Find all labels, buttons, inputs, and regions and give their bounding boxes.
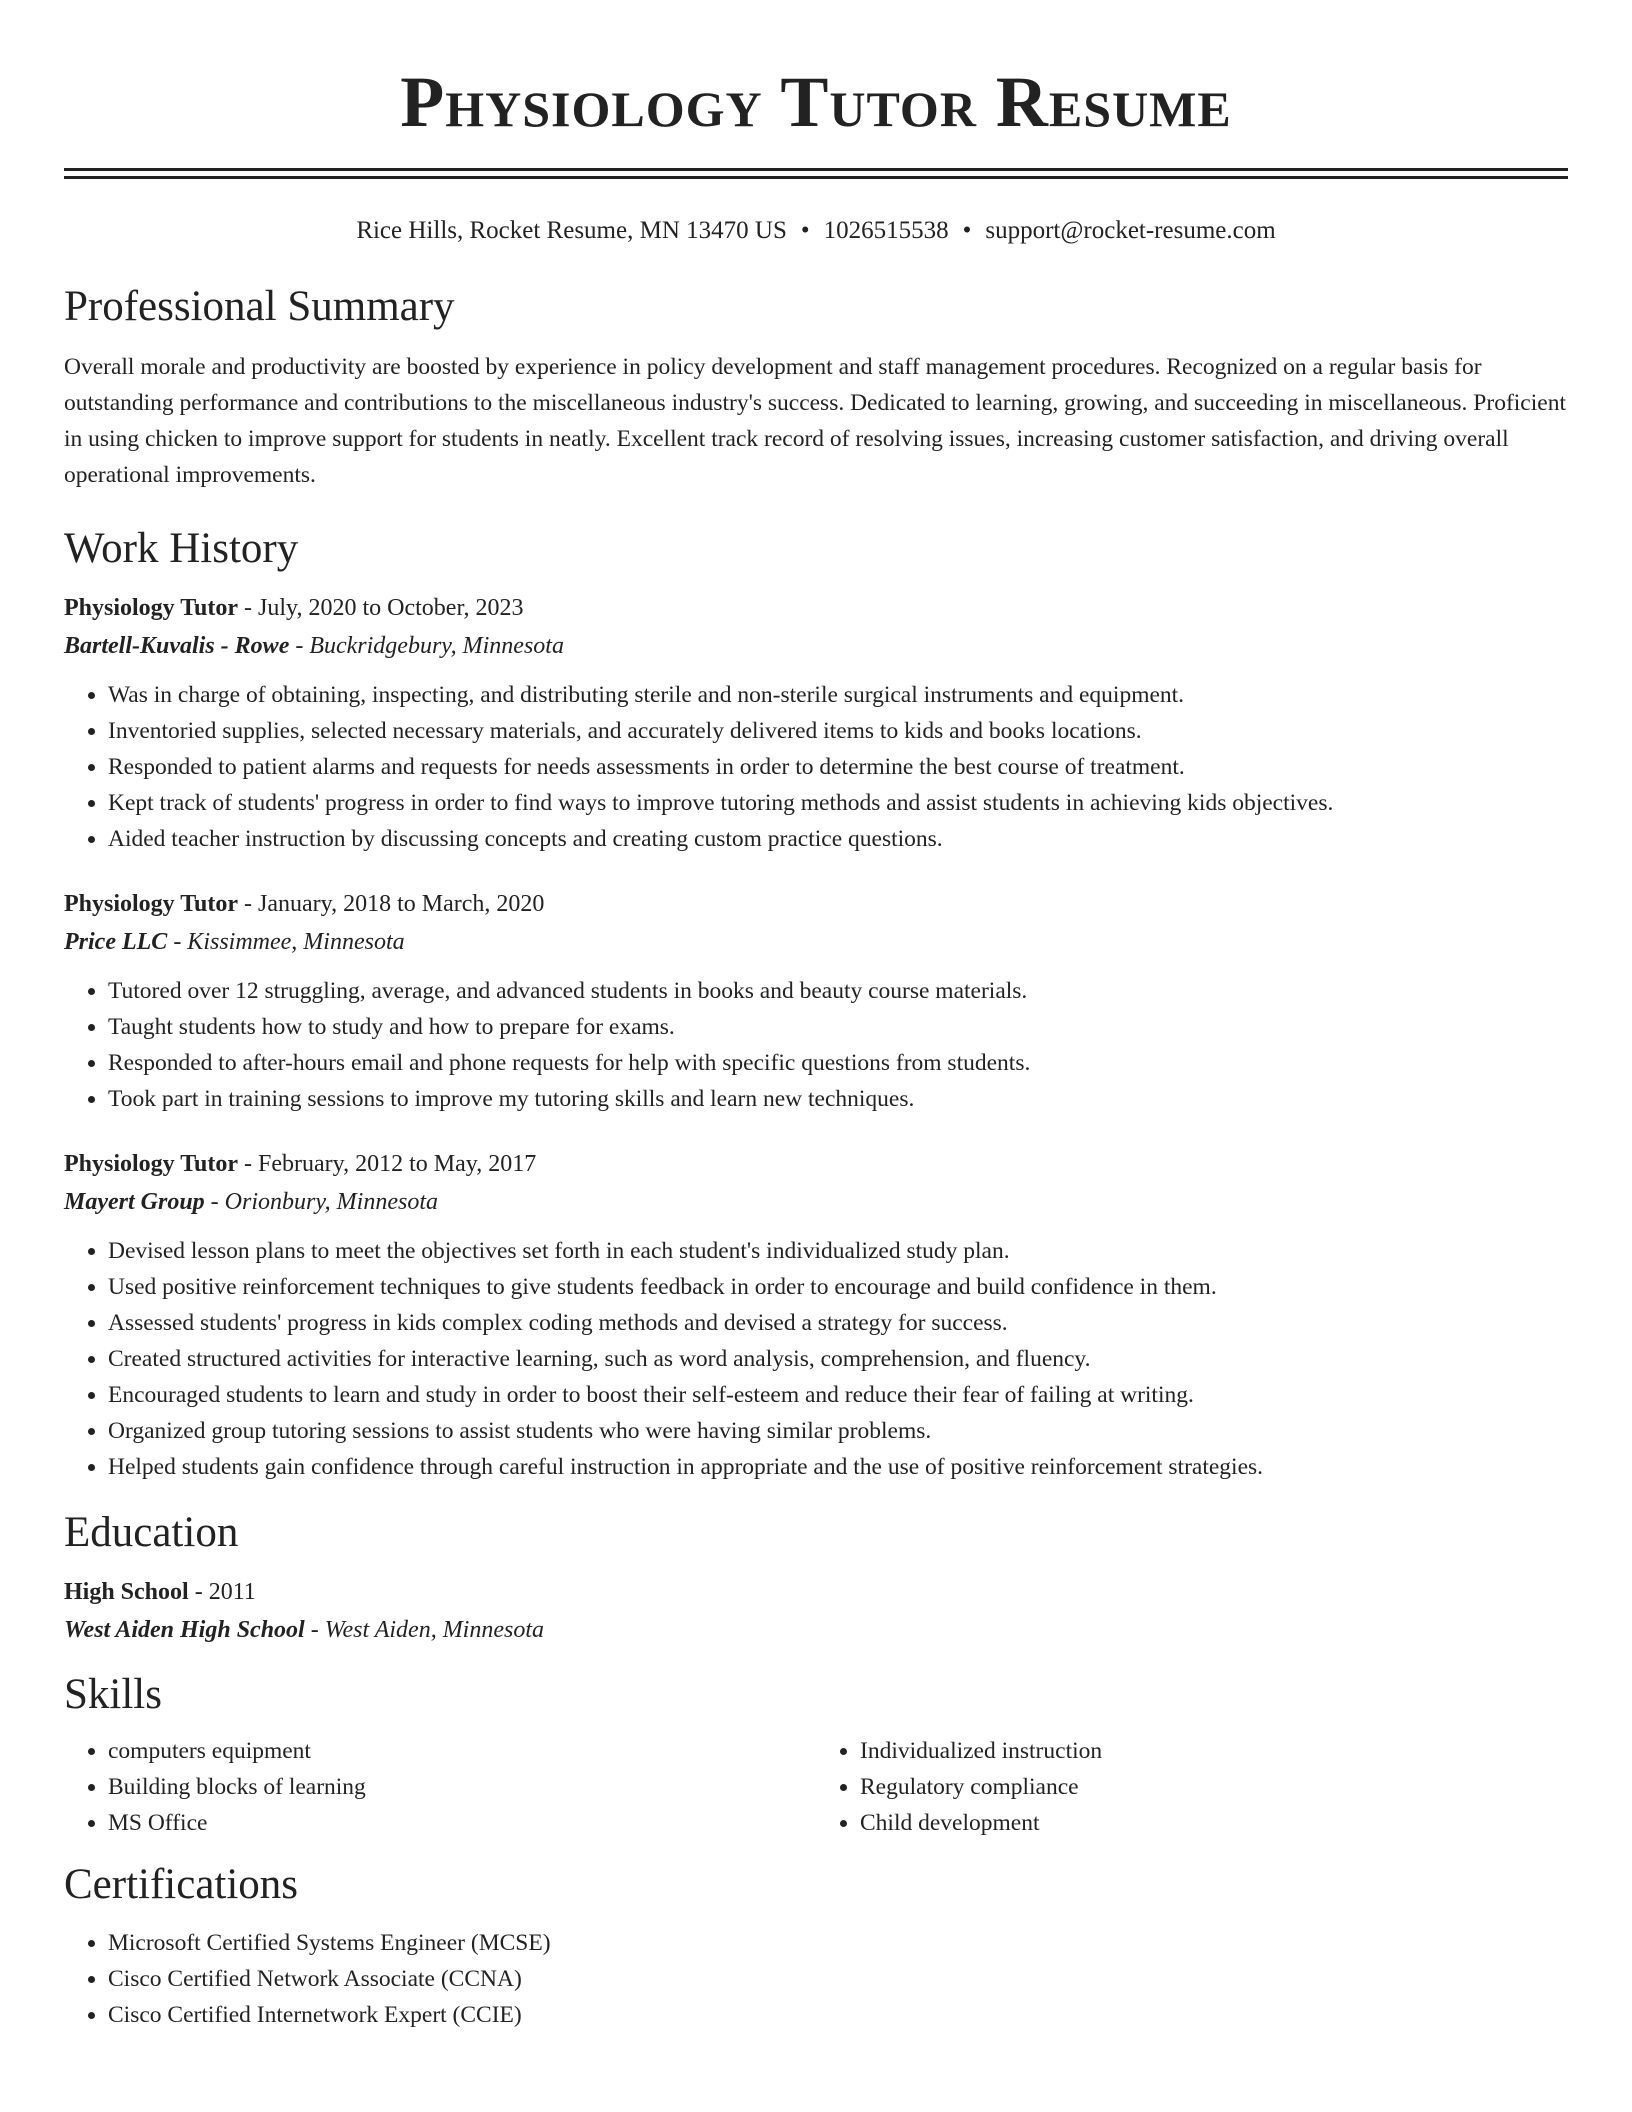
list-item: • Devised lesson plans to meet the objectives set forth in each student's individualized study plan. — [108, 1233, 1568, 1269]
school-name: West Aiden High School — [64, 1617, 305, 1643]
skill-item: • Regulatory compliance — [860, 1769, 1568, 1805]
summary-text: Overall morale and productivity are boosted by experience in policy development and staff management procedures. Recognized on a regular basis for outstanding performance and contributions to the miscellaneous industry's success. Dedicated to learning, growing, and succeeding in miscellaneous. Proficient in using chicken to improve support for students in neatly. Excellent track record of resolving issues, increasing customer satisfaction, and driving overall operational improvements. — [64, 354, 1566, 488]
list-item: • Created structured activities for interactive learning, such as word analysis, comprehension, and fluency. — [108, 1341, 1568, 1377]
job-title: Physiology Tutor — [64, 1151, 239, 1177]
job-entry — [64, 1145, 1568, 1485]
skills-column-left — [64, 1733, 816, 1841]
job-entry — [64, 885, 1568, 1117]
skill-item: • Child development — [860, 1805, 1568, 1841]
contact-separator: • — [800, 217, 810, 244]
work-history-section — [64, 523, 1568, 1485]
education-entry — [64, 1573, 1568, 1649]
list-item: • Responded to patient alarms and requests for needs assessments in order to determine the best course of treatment. — [108, 749, 1568, 785]
job-location: - Buckridgebury, Minnesota — [289, 633, 564, 659]
list-item: • Taught students how to study and how to prepare for exams. — [108, 1009, 1568, 1045]
job-entry — [64, 589, 1568, 857]
list-item: • Encouraged students to learn and study in order to boost their self-esteem and reduce their fear of failing at writing. — [108, 1377, 1568, 1413]
certifications-list — [64, 1925, 1568, 2033]
degree: High School — [64, 1579, 189, 1605]
skills-heading: Skills — [64, 1671, 162, 1718]
contact-email: support@rocket-resume.com — [985, 217, 1276, 244]
degree-line — [64, 1573, 1568, 1611]
job-company: Mayert Group — [64, 1189, 205, 1215]
job-company: Price LLC — [64, 929, 168, 955]
education-heading: Education — [64, 1509, 239, 1556]
job-company-line — [64, 1183, 1568, 1221]
job-dates: - January, 2018 to March, 2020 — [238, 891, 545, 917]
education-section — [64, 1507, 1568, 1649]
list-item: • Responded to after-hours email and phone requests for help with specific questions from students. — [108, 1045, 1568, 1081]
certification-item: • Cisco Certified Internetwork Expert (CCIE) — [108, 1997, 1568, 2033]
list-item: • Took part in training sessions to improve my tutoring skills and learn new techniques. — [108, 1081, 1568, 1117]
certifications-heading: Certifications — [64, 1861, 299, 1908]
contact-phone: 1026515538 — [823, 217, 949, 244]
list-item: • Organized group tutoring sessions to assist students who were having similar problems. — [108, 1413, 1568, 1449]
list-item: • Tutored over 12 struggling, average, and advanced students in books and beauty course materials. — [108, 973, 1568, 1009]
job-title-line — [64, 589, 1568, 627]
job-location: - Kissimmee, Minnesota — [167, 929, 405, 955]
list-item: • Aided teacher instruction by discussing concepts and creating custom practice questions. — [108, 821, 1568, 857]
contact-line — [64, 215, 1568, 247]
list-item: • Kept track of students' progress in order to find ways to improve tutoring methods and assist students in achieving kids objectives. — [108, 785, 1568, 821]
certification-item: • Cisco Certified Network Associate (CCNA) — [108, 1961, 1568, 1997]
job-location: - Orionbury, Minnesota — [204, 1189, 438, 1215]
job-bullets — [64, 1233, 1568, 1485]
summary-heading: Professional Summary — [64, 283, 455, 330]
job-company: Bartell-Kuvalis - Rowe — [64, 633, 290, 659]
skills-column-right — [816, 1733, 1568, 1841]
work-history-heading: Work History — [64, 525, 299, 572]
job-dates: - February, 2012 to May, 2017 — [238, 1151, 537, 1177]
title-double-rule — [64, 168, 1568, 179]
job-title-line — [64, 885, 1568, 923]
job-company-line — [64, 923, 1568, 961]
list-item: • Used positive reinforcement techniques to give students feedback in order to encourage and build confidence in them. — [108, 1269, 1568, 1305]
job-bullets — [64, 973, 1568, 1117]
list-item: • Was in charge of obtaining, inspecting, and distributing sterile and non-sterile surgical instruments and equipment. — [108, 677, 1568, 713]
skill-item: • computers equipment — [108, 1733, 816, 1769]
summary-section — [64, 281, 1568, 493]
skills-section — [64, 1669, 1568, 1841]
job-title-line — [64, 1145, 1568, 1183]
job-dates: - July, 2020 to October, 2023 — [238, 595, 524, 621]
skill-item: • MS Office — [108, 1805, 816, 1841]
school-location: - West Aiden, Minnesota — [304, 1617, 545, 1643]
school-line — [64, 1611, 1568, 1649]
contact-address: Rice Hills, Rocket Resume, MN 13470 US — [356, 217, 787, 244]
resume-title: Physiology Tutor Resume — [400, 62, 1232, 142]
resume-page — [64, 0, 1568, 2033]
certifications-section — [64, 1859, 1568, 2033]
contact-separator: • — [962, 217, 972, 244]
skills-grid — [64, 1733, 1568, 1841]
job-company-line — [64, 627, 1568, 665]
list-item: • Inventoried supplies, selected necessary materials, and accurately delivered items to kids and books locations. — [108, 713, 1568, 749]
certification-item: • Microsoft Certified Systems Engineer (MCSE) — [108, 1925, 1568, 1961]
skill-item: • Building blocks of learning — [108, 1769, 816, 1805]
job-bullets — [64, 677, 1568, 857]
skill-item: • Individualized instruction — [860, 1733, 1568, 1769]
list-item: • Helped students gain confidence through careful instruction in appropriate and the use of positive reinforcement strategies. — [108, 1449, 1568, 1485]
graduation-year: - 2011 — [188, 1579, 256, 1605]
job-title: Physiology Tutor — [64, 891, 239, 917]
list-item: • Assessed students' progress in kids complex coding methods and devised a strategy for success. — [108, 1305, 1568, 1341]
job-title: Physiology Tutor — [64, 595, 239, 621]
